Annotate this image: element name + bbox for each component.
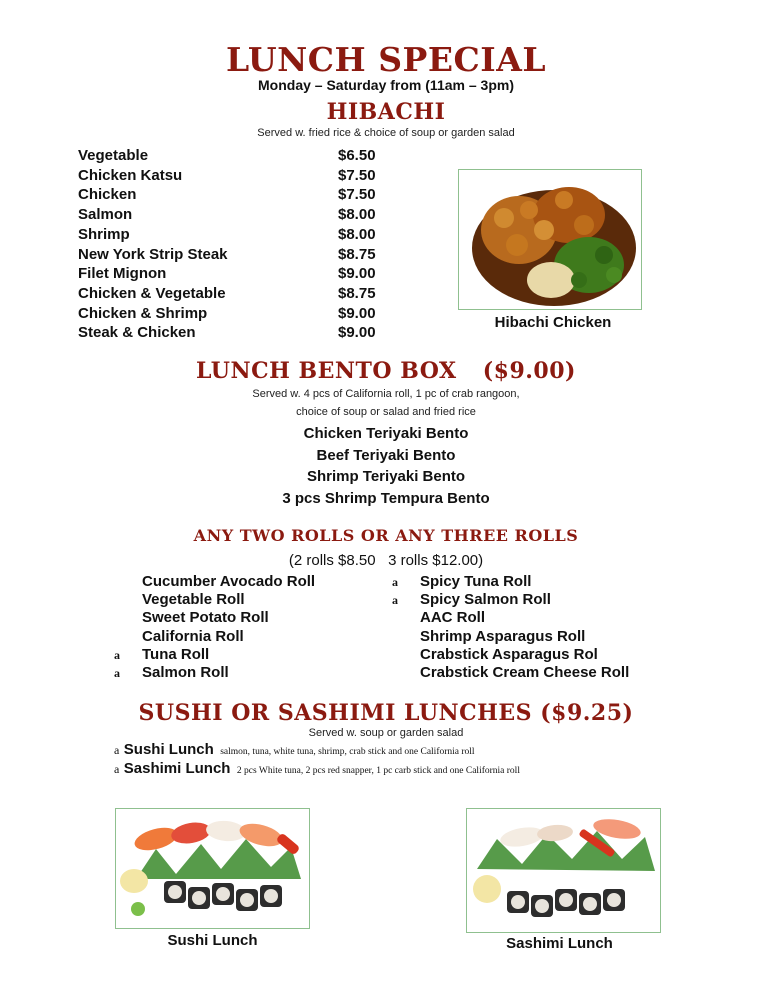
item-price: $7.50 <box>338 166 376 184</box>
list-item <box>78 146 398 166</box>
item-name: Crabstick Asparagus Rol <box>420 645 598 663</box>
list-item <box>78 304 398 324</box>
list-item <box>392 591 682 609</box>
list-item <box>114 664 384 682</box>
item-marker: a <box>392 575 398 589</box>
list-item <box>78 225 398 245</box>
bento-price: ($9.00) <box>482 358 576 384</box>
sushi-title: SUSHI OR SASHIMI LUNCHES <box>138 700 533 726</box>
item-name: Vegetable <box>78 147 149 164</box>
item-name: California Roll <box>142 627 244 645</box>
sushi-lunch-photo <box>115 808 310 929</box>
item-name: Sweet Potato Roll <box>142 609 269 627</box>
item-marker: a <box>392 593 398 608</box>
item-marker: a <box>114 647 120 662</box>
list-item <box>114 591 384 609</box>
item-name: Sushi Lunch <box>123 741 214 758</box>
list-item <box>78 245 398 265</box>
item-price: $8.75 <box>338 284 376 302</box>
sushi-lunch-caption: Sushi Lunch <box>167 932 258 949</box>
bento-subtitle-line1: Served w. 4 pcs of California roll, 1 pc of crab rangoon, <box>252 388 520 400</box>
item-name: Vegetable Roll <box>142 591 245 609</box>
page-title: LUNCH SPECIAL <box>225 40 547 79</box>
item-name: Tuna Roll <box>142 645 210 663</box>
item-price: $8.00 <box>338 206 376 224</box>
item-marker: a <box>114 666 120 681</box>
list-item <box>114 573 384 591</box>
sushi-price: ($9.25) <box>540 700 634 726</box>
sashimi-lunch-photo <box>466 808 661 933</box>
list-item <box>392 573 682 591</box>
item-price: $7.50 <box>338 186 376 204</box>
list-item <box>392 609 682 627</box>
item-marker: a <box>114 762 120 776</box>
rolls-right-column <box>392 573 682 682</box>
rolls-heading: ANY TWO ROLLS OR ANY THREE ROLLS <box>193 526 579 545</box>
item-name: Crabstick Cream Cheese Roll <box>420 664 630 682</box>
sushi-lunch-image <box>116 809 309 928</box>
item-price: $9.00 <box>338 324 376 342</box>
sushi-subtitle: Served w. soup or garden salad <box>308 727 464 739</box>
list-item <box>78 264 398 284</box>
item-description: 2 pcs White tuna, 2 pcs red snapper, 1 pc carb stick and one California roll <box>236 766 520 776</box>
list-item <box>392 664 682 682</box>
item-price: $6.50 <box>338 147 376 164</box>
item-name: Chicken & Shrimp <box>78 304 208 322</box>
item-name: Salmon Roll <box>142 664 229 682</box>
item-name: Cucumber Avocado Roll <box>142 573 316 590</box>
sashimi-lunch-caption: Sashimi Lunch <box>506 935 613 952</box>
item-price: $8.00 <box>338 225 376 243</box>
item-name: Chicken & Vegetable <box>78 284 226 302</box>
item-name: Chicken <box>78 186 137 204</box>
rolls-left-column <box>114 573 384 682</box>
sushi-heading <box>0 700 772 726</box>
item-price: $8.75 <box>338 245 376 263</box>
hibachi-chicken-photo <box>458 169 642 310</box>
list-item: Beef Teriyaki Bento <box>316 446 456 464</box>
item-name: Spicy Salmon Roll <box>420 591 551 609</box>
list-item <box>392 646 682 664</box>
item-name: Chicken Katsu <box>78 166 183 184</box>
item-marker: a <box>114 743 120 757</box>
list-item <box>78 185 398 205</box>
item-description: salmon, tuna, white tuna, shrimp, crab stick and one California roll <box>220 747 475 757</box>
item-name: New York Strip Steak <box>78 245 228 263</box>
list-item: 3 pcs Shrimp Tempura Bento <box>282 489 490 507</box>
item-name: Spicy Tuna Roll <box>420 573 532 590</box>
list-item <box>78 166 398 186</box>
item-name: Steak & Chicken <box>78 324 196 342</box>
list-item <box>78 323 398 343</box>
list-item <box>78 205 398 225</box>
item-name: Shrimp <box>78 225 130 243</box>
item-price: $9.00 <box>338 265 376 283</box>
item-name: Filet Mignon <box>78 265 167 283</box>
bento-subtitle-line2: choice of soup or salad and fried rice <box>296 406 476 418</box>
list-item <box>114 646 384 664</box>
list-item <box>114 609 384 627</box>
rolls-pricing: (2 rolls $8.50 3 rolls $12.00) <box>288 552 484 569</box>
bento-heading <box>0 358 772 384</box>
list-item <box>78 284 398 304</box>
sushi-lunch-line <box>114 741 475 759</box>
sashimi-lunch-line <box>114 760 520 778</box>
list-item <box>392 628 682 646</box>
hibachi-chicken-image <box>459 170 641 309</box>
item-price: $9.00 <box>338 304 376 322</box>
hibachi-menu-list <box>78 146 398 343</box>
sashimi-lunch-image <box>467 809 660 932</box>
list-item <box>114 628 384 646</box>
item-name: AAC Roll <box>420 609 485 627</box>
list-item: Shrimp Teriyaki Bento <box>306 468 466 485</box>
item-name: Salmon <box>78 206 133 224</box>
hibachi-heading: HIBACHI <box>326 99 446 125</box>
bento-title: LUNCH BENTO BOX <box>196 358 457 384</box>
hibachi-photo-caption: Hibachi Chicken <box>494 314 612 331</box>
list-item: Chicken Teriyaki Bento <box>303 425 469 442</box>
bento-item-list <box>0 423 772 509</box>
item-name: Sashimi Lunch <box>123 760 231 777</box>
item-name: Shrimp Asparagus Roll <box>420 627 586 645</box>
hibachi-subtitle: Served w. fried rice & choice of soup or garden salad <box>257 127 515 139</box>
hours-text: Monday – Saturday from (11am – 3pm) <box>258 77 514 93</box>
